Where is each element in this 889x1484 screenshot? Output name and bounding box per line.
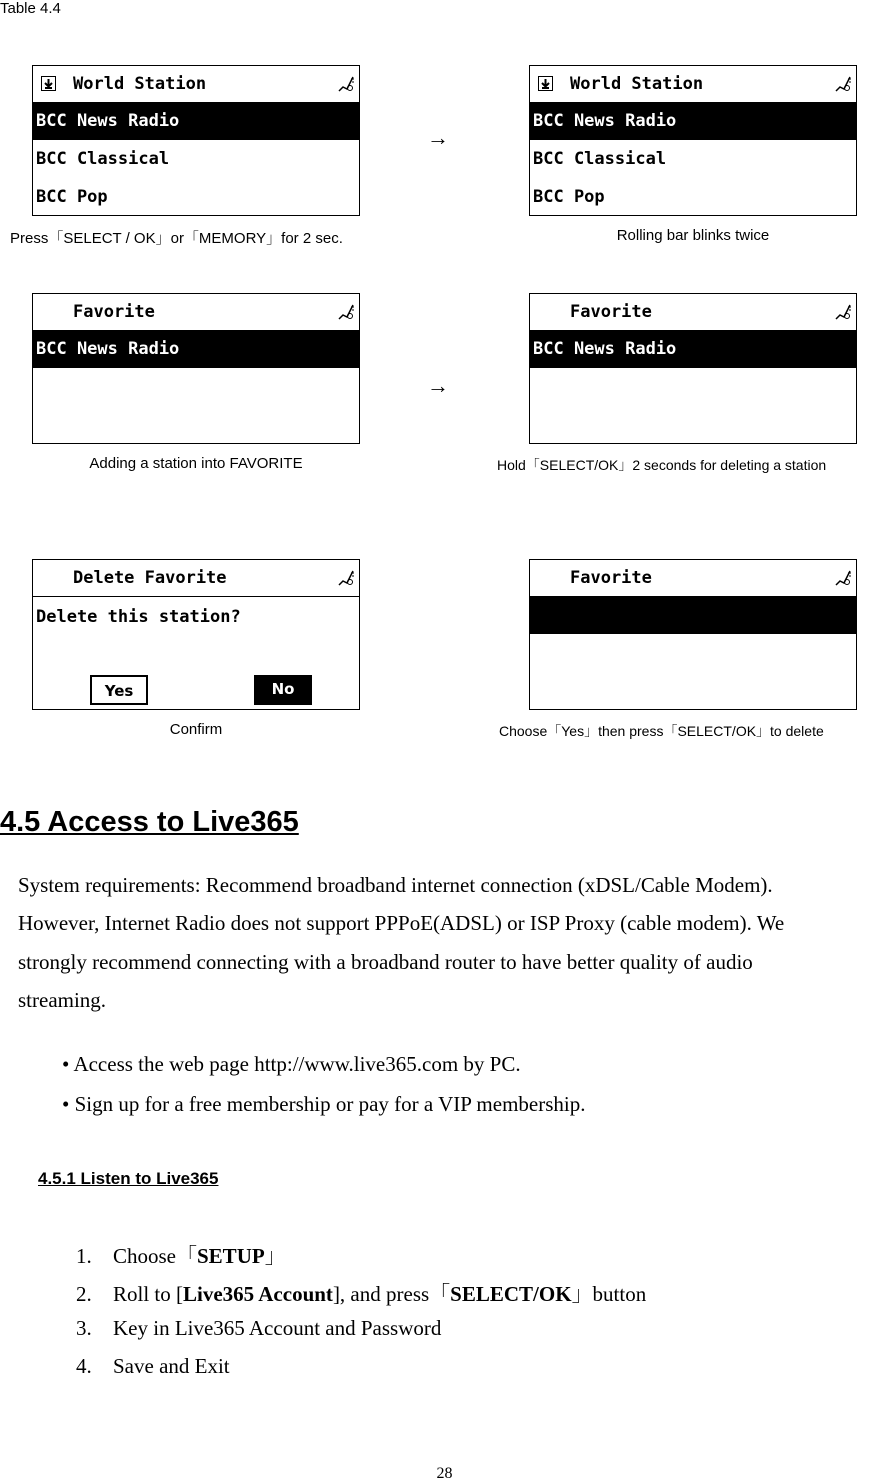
caption-rolling-bar: Rolling bar blinks twice bbox=[616, 227, 770, 244]
station-row-selected[interactable]: BCC News Radio bbox=[33, 103, 359, 140]
delete-prompt: Delete this station? bbox=[36, 607, 241, 627]
screen-title: Favorite bbox=[570, 568, 652, 588]
screen-title-bar bbox=[530, 560, 856, 597]
signal-icon bbox=[834, 75, 852, 93]
step-text: 」 bbox=[264, 1244, 286, 1268]
step-bold: SETUP bbox=[197, 1244, 265, 1268]
lcd-screen-favorite-2 bbox=[529, 293, 857, 444]
lcd-screen-favorite-1 bbox=[32, 293, 360, 444]
signal-icon bbox=[337, 569, 355, 587]
step-text: Choose「 bbox=[113, 1244, 197, 1268]
lcd-screen-world-station-1 bbox=[32, 65, 360, 216]
station-row[interactable]: BCC Classical bbox=[533, 149, 667, 169]
step-item bbox=[76, 1278, 646, 1308]
screen-title-bar bbox=[33, 66, 359, 103]
screen-title-bar bbox=[530, 66, 856, 103]
station-row[interactable]: BCC Pop bbox=[36, 187, 108, 207]
step-text: ], and press「 bbox=[332, 1282, 451, 1306]
step-bold: SELECT/OK bbox=[450, 1282, 572, 1306]
step-item bbox=[76, 1354, 230, 1379]
station-row[interactable]: BCC Pop bbox=[533, 187, 605, 207]
caption-press-select: Press「SELECT / OK」or「MEMORY」for 2 sec. bbox=[10, 230, 343, 247]
signal-icon bbox=[337, 75, 355, 93]
screen-title: Favorite bbox=[73, 302, 155, 322]
arrow-right-icon: → bbox=[427, 125, 449, 150]
screen-title-bar bbox=[33, 560, 359, 597]
arrow-right-icon: → bbox=[427, 373, 449, 398]
station-row[interactable]: BCC Classical bbox=[36, 149, 170, 169]
table-label: Table 4.4 bbox=[0, 0, 61, 17]
step-bold: Live365 Account bbox=[183, 1282, 333, 1306]
lcd-screen-delete-favorite bbox=[32, 559, 360, 710]
caption-choose-yes: Choose「Yes」then press「SELECT/OK」to delete bbox=[499, 723, 824, 739]
caption-adding-favorite: Adding a station into FAVORITE bbox=[89, 455, 303, 472]
screen-title-bar bbox=[33, 294, 359, 331]
step-text: 」button bbox=[571, 1282, 647, 1306]
step-text: Key in Live365 Account and Password bbox=[113, 1316, 442, 1340]
no-button[interactable]: No bbox=[254, 675, 312, 705]
step-text: Save and Exit bbox=[113, 1354, 230, 1378]
section-heading: 4.5 Access to Live365 bbox=[0, 806, 299, 838]
screen-title: Favorite bbox=[570, 302, 652, 322]
step-number: 1. bbox=[76, 1244, 92, 1268]
step-number: 4. bbox=[76, 1354, 92, 1378]
download-box-icon bbox=[538, 76, 553, 91]
bullet-item: • Sign up for a free membership or pay for a VIP membership. bbox=[62, 1092, 586, 1116]
step-text: Roll to [ bbox=[113, 1282, 184, 1306]
step-item bbox=[76, 1240, 286, 1270]
screen-title: Delete Favorite bbox=[73, 568, 227, 588]
caption-hold-select: Hold「SELECT/OK」2 seconds for deleting a station bbox=[497, 457, 827, 473]
step-number: 2. bbox=[76, 1282, 92, 1306]
station-row-selected[interactable]: BCC News Radio bbox=[530, 103, 856, 140]
empty-selected-row[interactable] bbox=[530, 597, 856, 634]
station-row-selected[interactable]: BCC News Radio bbox=[530, 331, 856, 368]
screen-title: World Station bbox=[73, 74, 207, 94]
step-item bbox=[76, 1316, 441, 1341]
caption-confirm: Confirm bbox=[169, 721, 223, 738]
screen-title-bar bbox=[530, 294, 856, 331]
system-requirements-paragraph: System requirements: Recommend broadband internet connection (xDSL/Cable Modem). However, Internet Radio does not support PPPoE(ADSL) or ISP Proxy (cable modem). We strongly recommend connecting with a broadband router to have better quality of audio streaming. bbox=[18, 873, 785, 1012]
station-row-selected[interactable]: BCC News Radio bbox=[33, 331, 359, 368]
screen-title: World Station bbox=[570, 74, 704, 94]
lcd-screen-world-station-2 bbox=[529, 65, 857, 216]
download-box-icon bbox=[41, 76, 56, 91]
signal-icon bbox=[834, 569, 852, 587]
signal-icon bbox=[337, 303, 355, 321]
signal-icon bbox=[834, 303, 852, 321]
step-number: 3. bbox=[76, 1316, 92, 1340]
page-number: 28 bbox=[436, 1465, 453, 1482]
bullet-item: • Access the web page http://www.live365.com by PC. bbox=[62, 1052, 521, 1076]
yes-button[interactable]: Yes bbox=[90, 675, 148, 705]
subsection-heading: 4.5.1 Listen to Live365 bbox=[38, 1169, 219, 1188]
lcd-screen-favorite-empty bbox=[529, 559, 857, 710]
